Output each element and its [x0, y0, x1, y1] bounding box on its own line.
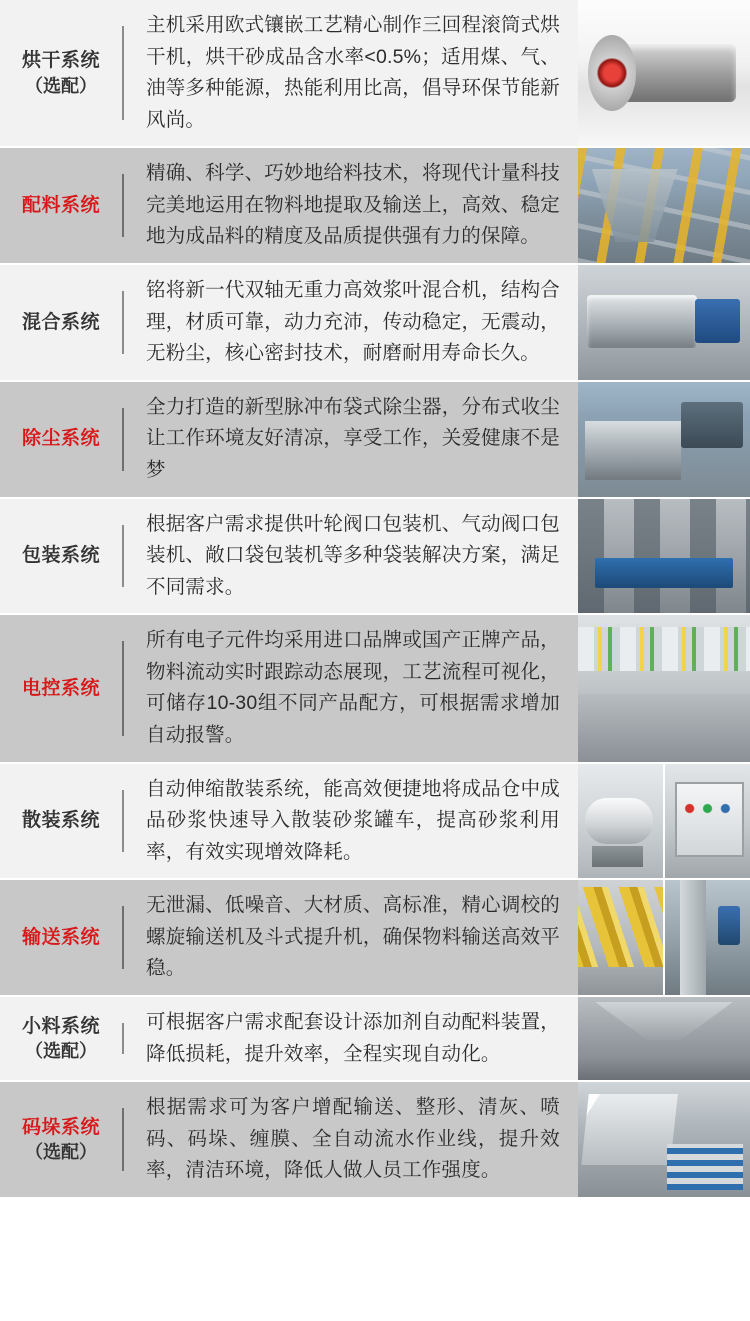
row-label-main: 散装系统	[21, 810, 100, 832]
row-image-cell	[578, 382, 750, 497]
dryer-machine-photo	[578, 0, 750, 146]
row-label-cell	[0, 0, 122, 146]
row-description-cell	[124, 265, 578, 380]
row-description-cell	[124, 1082, 578, 1197]
row-description-cell	[124, 615, 578, 761]
row-image-cell	[578, 764, 750, 879]
row-description: 全力打造的新型脉冲布袋式除尘器，分布式收尘让工作环境友好清凉，享受工作，关爱健康不是梦	[146, 395, 560, 481]
row-label-main: 配料系统	[21, 194, 100, 216]
row-description-cell	[124, 148, 578, 263]
row-image-cell	[578, 265, 750, 380]
row-image-cell	[578, 0, 750, 146]
row-description: 所有电子元件均采用进口品牌或国产正牌产品，物料流动实时跟踪动态展现，工艺流程可视化，可储存10-30组不同产品配方，可根据需求增加自动报警。	[146, 629, 560, 746]
row-label-sub: （选配）	[25, 1041, 97, 1062]
table-row	[0, 265, 750, 382]
row-label-cell	[0, 265, 122, 380]
row-image-cell	[578, 997, 750, 1080]
row-label-cell	[0, 499, 122, 614]
row-description: 精确、科学、巧妙地给料技术，将现代计量科技完美地运用在物料地提取及输送上，高效、稳定地为成品料的精度及品质提供强有力的保障。	[146, 162, 560, 248]
table-row	[0, 764, 750, 881]
row-label-main: 包装系统	[21, 545, 100, 567]
control-cabinet-photo	[578, 615, 750, 761]
row-label-cell	[0, 615, 122, 761]
row-description: 无泄漏、低噪音、大材质、高标准，精心调校的螺旋输送机及斗式提升机，确保物料输送高效平稳。	[146, 894, 560, 980]
table-row	[0, 880, 750, 997]
additive-dosing-photo	[578, 997, 750, 1080]
row-label-cell	[0, 880, 122, 995]
table-row	[0, 1082, 750, 1199]
row-description-cell	[124, 0, 578, 146]
row-description: 主机采用欧式镶嵌工艺精心制作三回程滚筒式烘干机，烘干砂成品含水率<0.5%；适用煤、气、油等多种能源，热能利用比高，倡导环保节能新风尚。	[146, 14, 560, 131]
row-description: 根据需求可为客户增配输送、整形、清灰、喷码、码垛、缠膜、全自动流水作业线，提升效率，清洁环境，降低人做人员工作强度。	[146, 1096, 560, 1182]
screw-conveyor-photo	[578, 880, 663, 995]
row-description-cell	[124, 997, 578, 1080]
row-label-main: 电控系统	[21, 677, 100, 699]
mixer-machine-photo	[578, 265, 750, 380]
row-label-cell	[0, 148, 122, 263]
row-image-cell	[578, 1082, 750, 1197]
row-label-sub: （选配）	[25, 1142, 97, 1163]
row-description-cell	[124, 499, 578, 614]
batching-system-photo	[578, 148, 750, 263]
table-row	[0, 615, 750, 763]
row-description-cell	[124, 764, 578, 879]
row-description: 自动伸缩散装系统，能高效便捷地将成品仓中成品砂浆快速导入散装砂浆罐车，提高砂浆利用率，有效实现增效降耗。	[146, 777, 560, 863]
row-description: 铭将新一代双轴无重力高效浆叶混合机，结构合理，材质可靠，动力充沛，传动稳定，无震动，无粉尘，核心密封技术，耐磨耐用寿命长久。	[146, 279, 560, 365]
table-row	[0, 148, 750, 265]
row-image-cell	[578, 148, 750, 263]
table-row	[0, 997, 750, 1082]
row-description-cell	[124, 382, 578, 497]
row-label-cell	[0, 997, 122, 1080]
row-label-main: 输送系统	[21, 926, 100, 948]
row-image-cell	[578, 499, 750, 614]
table-row	[0, 382, 750, 499]
packing-machine-photo	[578, 499, 750, 614]
row-description: 根据客户需求提供叶轮阀口包装机、气动阀口包装机、敞口袋包装机等多种袋装解决方案，满足不同需求。	[146, 512, 560, 598]
row-label-sub: （选配）	[25, 75, 97, 96]
row-label-main: 除尘系统	[21, 428, 100, 450]
bulk-loader-photo	[578, 764, 663, 879]
row-description-cell	[124, 880, 578, 995]
dust-collector-photo	[578, 382, 750, 497]
table-row	[0, 0, 750, 148]
bucket-elevator-photo	[663, 880, 750, 995]
row-label-main: 码垛系统	[21, 1116, 100, 1138]
row-image-cell	[578, 615, 750, 761]
row-label-cell	[0, 382, 122, 497]
row-label-main: 烘干系统	[21, 50, 100, 72]
row-description: 可根据客户需求配套设计添加剂自动配料装置，降低损耗，提升效率，全程实现自动化。	[146, 1011, 560, 1065]
palletizing-robot-photo	[578, 1082, 750, 1197]
table-row	[0, 499, 750, 616]
row-label-cell	[0, 764, 122, 879]
row-label-cell	[0, 1082, 122, 1197]
row-label-main: 小料系统	[21, 1015, 100, 1037]
row-label-main: 混合系统	[21, 311, 100, 333]
bulk-control-panel-photo	[663, 764, 750, 879]
row-image-cell	[578, 880, 750, 995]
